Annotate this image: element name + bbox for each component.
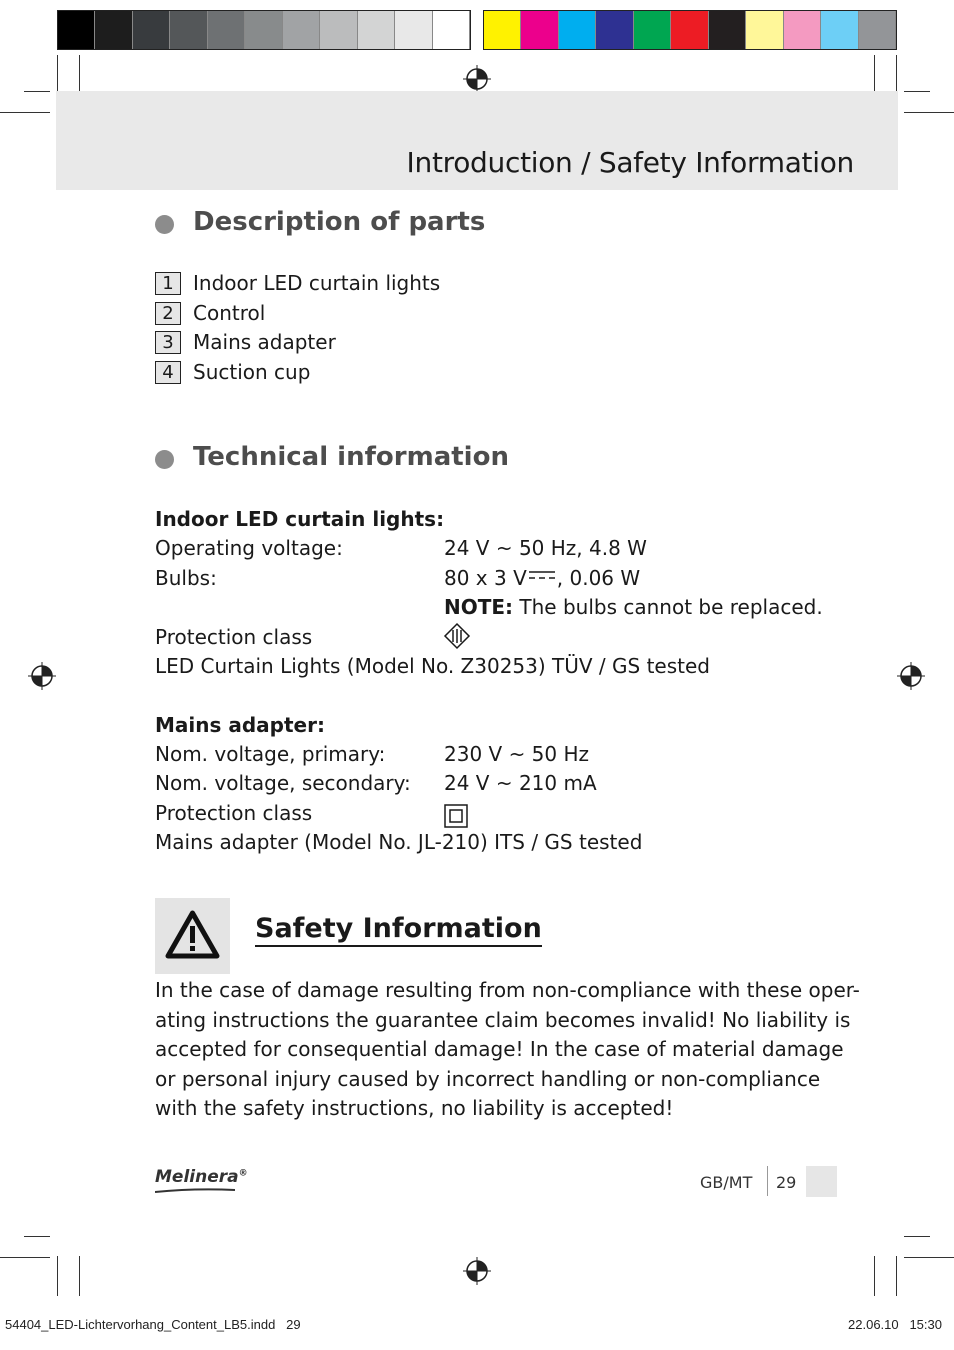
protection-class-iii-icon bbox=[443, 622, 471, 650]
color-swatch bbox=[671, 11, 708, 49]
direct-current-icon bbox=[527, 567, 557, 583]
language-code: GB/MT bbox=[700, 1173, 753, 1192]
color-swatch bbox=[95, 11, 132, 49]
section-bullet bbox=[155, 450, 174, 469]
color-swatch bbox=[484, 11, 521, 49]
protection-class-ii-icon bbox=[444, 804, 468, 828]
part-number: 2 bbox=[155, 302, 181, 325]
crop-mark bbox=[904, 1257, 954, 1258]
color-swatch bbox=[283, 11, 320, 49]
description-heading: Description of parts bbox=[193, 207, 486, 237]
color-swatch bbox=[559, 11, 596, 49]
protection-class-label: Protection class bbox=[155, 801, 313, 825]
crop-mark bbox=[79, 55, 80, 95]
date-slug: 22.06.10 15:30 bbox=[848, 1317, 942, 1332]
protection-class-label: Protection class bbox=[155, 625, 313, 649]
color-swatch bbox=[634, 11, 671, 49]
crop-mark bbox=[904, 112, 954, 113]
crop-mark bbox=[896, 55, 897, 95]
grayscale-color-bar bbox=[57, 10, 471, 50]
voltage-label: Operating voltage: bbox=[155, 536, 343, 560]
part-number: 3 bbox=[155, 331, 181, 354]
part-number: 4 bbox=[155, 361, 181, 384]
page-number: 29 bbox=[776, 1173, 797, 1192]
crop-mark bbox=[24, 1236, 50, 1237]
color-swatch bbox=[784, 11, 821, 49]
color-swatch bbox=[170, 11, 207, 49]
bulbs-value-pre: 80 x 3 V bbox=[444, 566, 527, 590]
color-swatch bbox=[208, 11, 245, 49]
brand-name: Melinera bbox=[155, 1167, 239, 1187]
crop-mark bbox=[874, 55, 875, 95]
bulbs-label: Bulbs: bbox=[155, 566, 217, 590]
part-label: Suction cup bbox=[193, 360, 311, 384]
registered-mark: ® bbox=[238, 1168, 248, 1179]
color-swatch bbox=[320, 11, 357, 49]
secondary-voltage-label: Nom. voltage, secondary: bbox=[155, 771, 411, 795]
crop-mark bbox=[79, 1256, 80, 1296]
crosshair-registration-icon bbox=[895, 660, 927, 692]
page-tab bbox=[806, 1166, 837, 1197]
brand-logo bbox=[155, 1167, 248, 1187]
color-swatch bbox=[395, 11, 432, 49]
color-swatch bbox=[859, 11, 896, 49]
note-label: NOTE: bbox=[444, 595, 514, 619]
color-swatch bbox=[358, 11, 395, 49]
note-text: The bulbs cannot be replaced. bbox=[513, 595, 823, 619]
color-swatch bbox=[709, 11, 746, 49]
safety-paragraph bbox=[155, 976, 860, 1124]
warning-box bbox=[155, 898, 230, 974]
crop-mark bbox=[874, 1256, 875, 1296]
bulbs-value-post: , 0.06 W bbox=[556, 566, 641, 590]
part-label: Indoor LED curtain lights bbox=[193, 271, 441, 295]
paragraph-line: In the case of damage resulting from non-compliance with these oper- bbox=[155, 978, 860, 1002]
crosshair-registration-icon bbox=[26, 660, 58, 692]
warning-triangle-icon bbox=[155, 898, 230, 974]
paragraph-line: accepted for consequential damage! In the case of material damage bbox=[155, 1037, 844, 1062]
secondary-voltage-value: 24 V ~ 210 mA bbox=[444, 771, 597, 795]
color-swatch bbox=[821, 11, 858, 49]
paragraph-line: or personal injury caused by incorrect handling or non-compliance bbox=[155, 1066, 821, 1091]
crop-mark bbox=[0, 112, 50, 113]
file-slug: 54404_LED-Lichtervorhang_Content_LB5.indd 29 bbox=[5, 1317, 301, 1332]
brand-swoosh bbox=[155, 1188, 235, 1194]
color-swatch bbox=[433, 11, 470, 49]
paragraph-line: ating instructions the guarantee claim becomes invalid! No liability is bbox=[155, 1007, 851, 1032]
color-swatch bbox=[58, 11, 95, 49]
adapter-subheading: Mains adapter: bbox=[155, 713, 325, 737]
part-label: Mains adapter bbox=[193, 330, 336, 354]
color-swatch bbox=[746, 11, 783, 49]
page-title: Introduction / Safety Information bbox=[406, 146, 854, 179]
note bbox=[444, 595, 823, 619]
lights-subheading: Indoor LED curtain lights: bbox=[155, 507, 445, 531]
crop-mark bbox=[896, 1256, 897, 1296]
bulbs-value bbox=[444, 566, 640, 590]
part-label: Control bbox=[193, 301, 266, 325]
crop-mark bbox=[904, 91, 930, 92]
process-color-bar bbox=[483, 10, 897, 50]
primary-voltage-value: 230 V ~ 50 Hz bbox=[444, 742, 590, 766]
lights-tested: LED Curtain Lights (Model No. Z30253) TÜV / GS tested bbox=[155, 654, 710, 678]
color-swatch bbox=[521, 11, 558, 49]
crosshair-registration-icon bbox=[461, 1255, 493, 1287]
section-bullet bbox=[155, 215, 174, 234]
safety-heading: Safety Information bbox=[255, 913, 542, 947]
crop-mark bbox=[24, 91, 50, 92]
primary-voltage-label: Nom. voltage, primary: bbox=[155, 742, 386, 766]
crop-mark bbox=[57, 55, 58, 95]
crop-mark bbox=[904, 1236, 930, 1237]
color-swatch bbox=[245, 11, 282, 49]
technical-heading: Technical information bbox=[193, 442, 509, 472]
voltage-value: 24 V ~ 50 Hz, 4.8 W bbox=[444, 536, 647, 560]
color-swatch bbox=[133, 11, 170, 49]
paragraph-line: with the safety instructions, no liability is accepted! bbox=[155, 1096, 674, 1121]
crop-mark bbox=[0, 1257, 50, 1258]
part-number: 1 bbox=[155, 272, 181, 295]
crop-mark bbox=[57, 1256, 58, 1296]
adapter-tested: Mains adapter (Model No. JL-210) ITS / GS tested bbox=[155, 830, 643, 854]
color-swatch bbox=[596, 11, 633, 49]
footer-divider bbox=[767, 1166, 768, 1196]
